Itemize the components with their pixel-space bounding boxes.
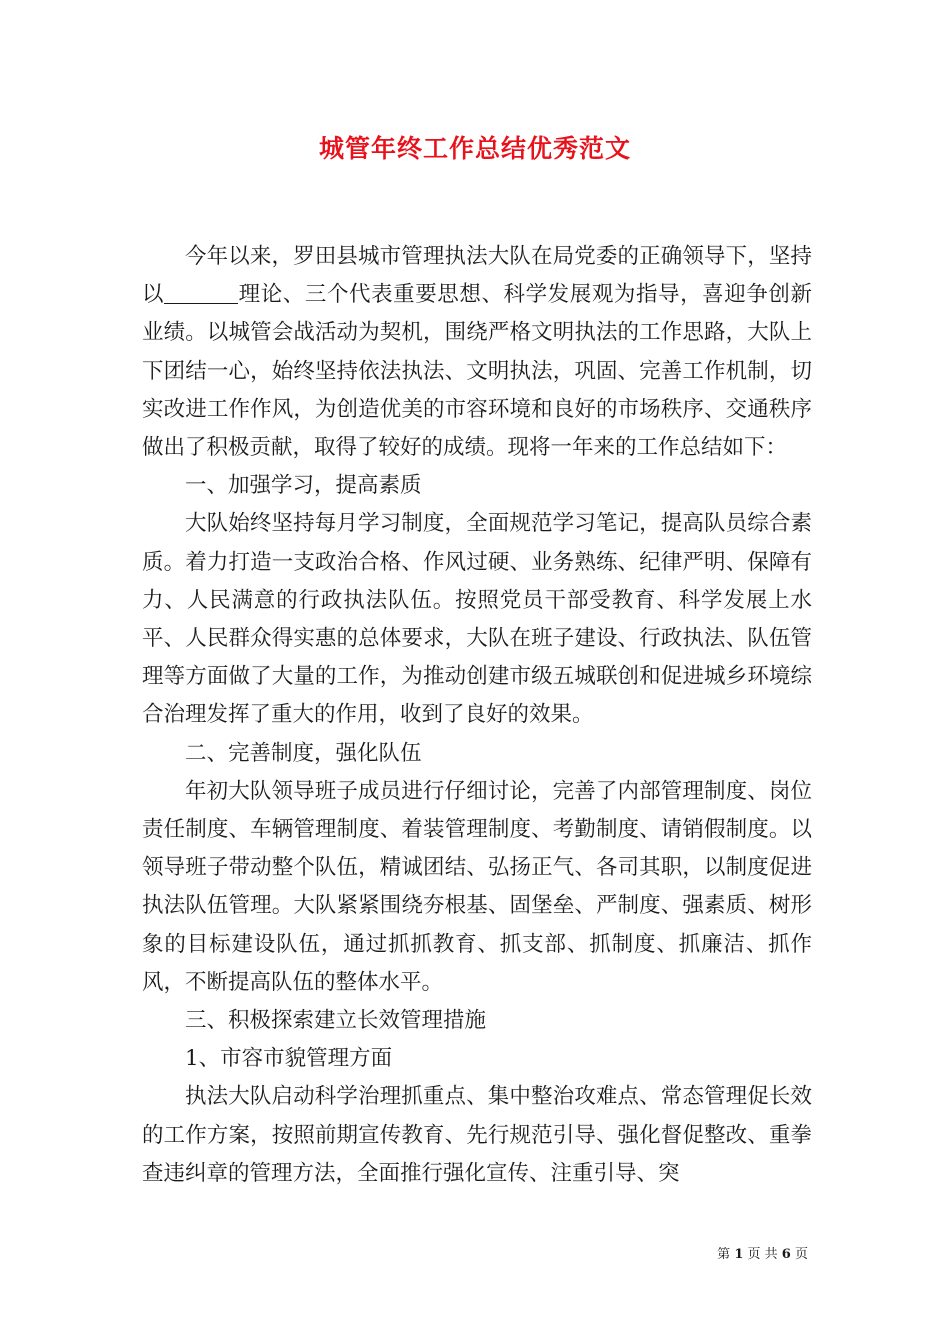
page-number: 1 bbox=[734, 1247, 744, 1262]
page-suffix: 页 bbox=[794, 1247, 808, 1262]
intro-text-start: 今年以来，罗田县城市管理执法大队在局党委的正确领导下，坚持以 bbox=[142, 244, 812, 308]
section-heading-1: 一、加强学习，提高素质 bbox=[185, 473, 422, 499]
page-footer bbox=[717, 1246, 808, 1264]
paragraph-section-3: 执法大队启动科学治理抓重点、集中整治攻难点、常态管理促长效的工作方案，按照前期宣传教育、先行规范引导、强化督促整改、重拳查违纠章的管理方法，全面推行强化宣传、注重引导、突 bbox=[142, 1084, 812, 1186]
paragraph-intro bbox=[142, 238, 812, 467]
document-title: 城管年终工作总结优秀范文 bbox=[318, 134, 631, 163]
fill-in-blank bbox=[164, 279, 238, 304]
paragraph-section-2: 年初大队领导班子成员进行仔细讨论，完善了内部管理制度、岗位责任制度、车辆管理制度、着装管理制度、考勤制度、请销假制度。以领导班子带动整个队伍，精诚团结、弘扬正气、各司其职，以制度促进执法队伍管理。大队紧紧围绕夯根基、固堡垒、严制度、强素质、树形象的目标建设队伍，通过抓抓教育、抓支部、抓制度、抓廉洁、抓作风，不断提高队伍的整体水平。 bbox=[142, 778, 812, 995]
intro-text-end: 理论、三个代表重要思想、科学发展观为指导，喜迎争创新业绩。以城管会战活动为契机，围绕严格文明执法的工作思路，大队上下团结一心，始终坚持依法执法、文明执法，巩固、完善工作机制，切实改进工作作风，为创造优美的市容环境和良好的市场秩序、交通秩序做出了积极贡献，取得了较好的成绩。现将一年来的工作总结如下： bbox=[142, 282, 812, 461]
document-body bbox=[142, 238, 812, 1193]
paragraph-section-1: 大队始终坚持每月学习制度，全面规范学习笔记，提高队员综合素质。着力打造一支政治合格、作风过硬、业务熟练、纪律严明、保障有力、人民满意的行政执法队伍。按照党员干部受教育、科学发展上水平、人民群众得实惠的总体要求，大队在班子建设、行政执法、队伍管理等方面做了大量的工作，为推动创建市级五城联创和促进城乡环境综合治理发挥了重大的作用，收到了良好的效果。 bbox=[142, 511, 812, 728]
section-heading-3: 三、积极探索建立长效管理措施 bbox=[185, 1008, 487, 1034]
page-middle: 页 共 bbox=[747, 1247, 778, 1262]
section-heading-2: 二、完善制度，强化队伍 bbox=[185, 740, 422, 766]
subsection-heading-3-1: 1、市容市貌管理方面 bbox=[185, 1046, 393, 1072]
page-prefix: 第 bbox=[717, 1247, 731, 1262]
page-total: 6 bbox=[781, 1247, 791, 1262]
